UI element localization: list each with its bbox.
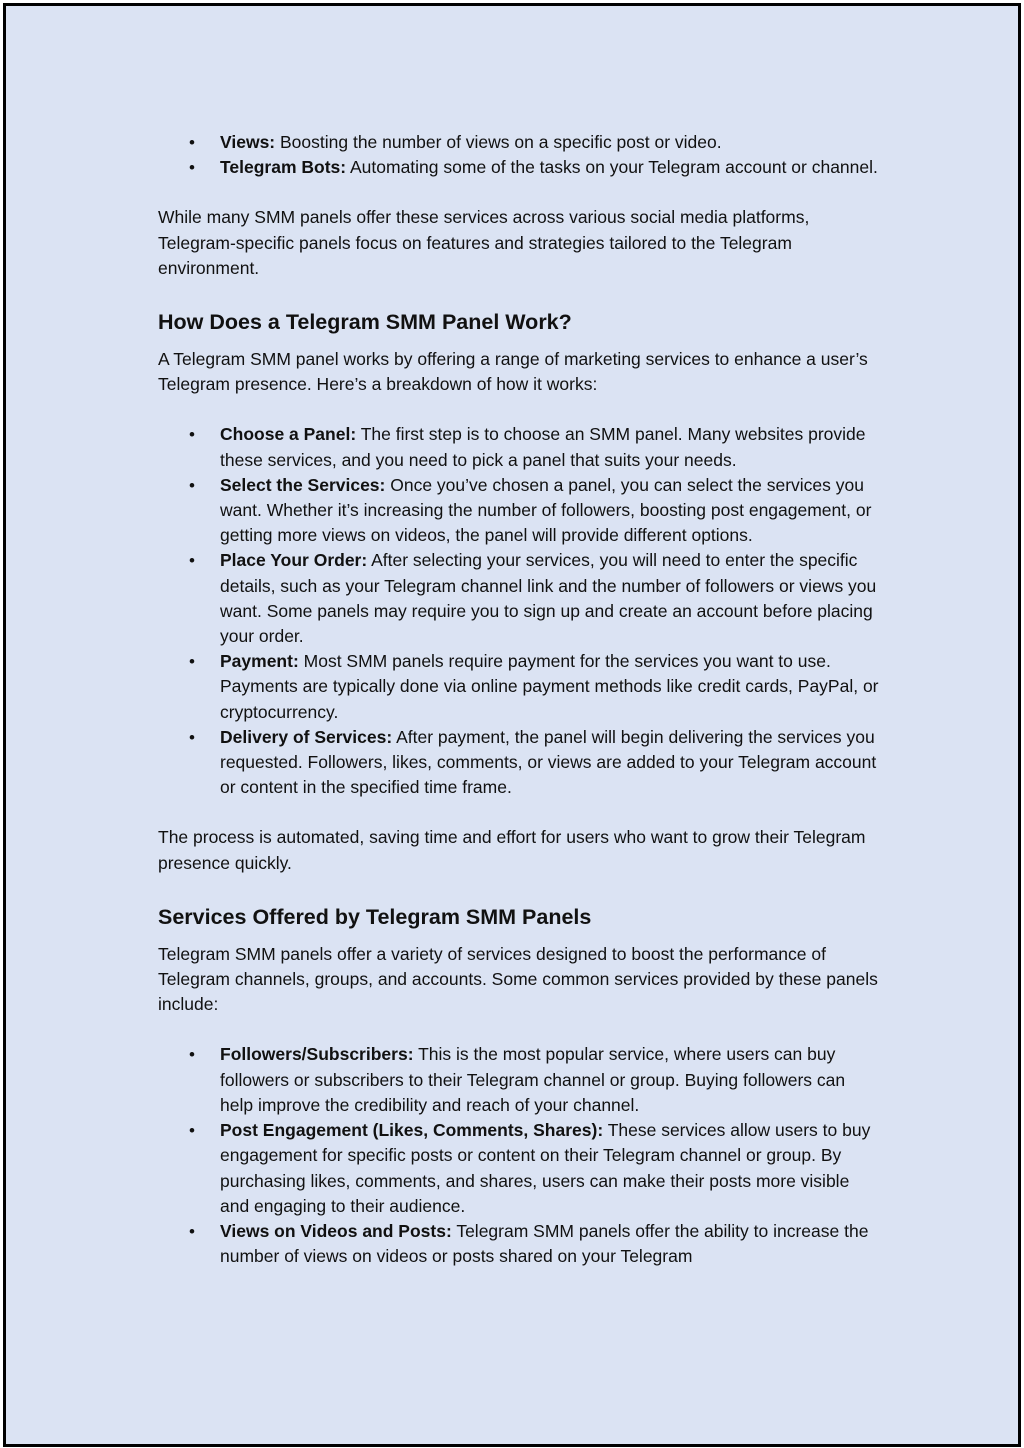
list-item-text: Telegram SMM panels offer the ability to increase the number of views on videos or posts shared on your Telegram — [220, 1220, 869, 1267]
intro-paragraph: While many SMM panels offer these services across various social media platforms, Telegram-specific panels focus on features and strategies tailored to the Telegram environment. — [158, 207, 810, 278]
list-item — [158, 473, 880, 549]
bullet-list-how — [158, 422, 880, 800]
list-item-term: Select the Services: — [220, 474, 386, 495]
list-item — [158, 649, 880, 725]
list-item — [158, 548, 880, 649]
list-item-term: Telegram Bots: — [220, 157, 347, 178]
list-item-text: These services allow users to buy engagement for specific posts or content on their Telegram channel or group. By purchasing likes, comments, and shares, users can make their posts more visible and engaging to their audience. — [220, 1120, 871, 1216]
list-item-term: Payment: — [220, 651, 299, 672]
heading-services: Services Offered by Telegram SMM Panels — [158, 904, 592, 929]
list-item-term: Views on Videos and Posts: — [220, 1220, 452, 1241]
list-item — [158, 1042, 880, 1118]
list-item-term: Choose a Panel: — [220, 424, 357, 445]
list-item-text: The first step is to choose an SMM panel. Many websites provide these services, and you need to pick a panel that suits your needs. — [220, 424, 866, 470]
process-paragraph: The process is automated, saving time and effort for users who want to grow their Telegram presence quickly. — [158, 827, 866, 873]
list-item — [158, 1118, 880, 1219]
list-item-term: Delivery of Services: — [220, 726, 393, 747]
list-item — [158, 1219, 880, 1269]
list-item — [158, 422, 880, 472]
list-item — [158, 155, 880, 180]
list-item-text: After selecting your services, you will need to enter the specific details, such as your Telegram channel link and the number of followers or views you want. Some panels may require you to sign up and create an account before placing your order. — [220, 550, 877, 647]
list-item-text: Automating some of the tasks on your Telegram account or channel. — [346, 157, 878, 178]
list-item-term: Post Engagement (Likes, Comments, Shares): — [220, 1120, 604, 1141]
list-item-term: Views: — [220, 132, 276, 152]
services-paragraph: Telegram SMM panels offer a variety of services designed to boost the performance of Telegram channels, groups, and accounts. Some common services provided by these panels include: — [158, 943, 878, 1015]
list-item-text: After payment, the panel will begin delivering the services you requested. Followers, likes, comments, or views are added to your Telegram account or content in the specified time frame. — [220, 726, 877, 798]
list-item-text: Most SMM panels require payment for the services you want to use. Payments are typically done via online payment methods like credit cards, PayPal, or cryptocurrency. — [220, 651, 879, 722]
list-item — [158, 130, 880, 155]
list-item-text: Boosting the number of views on a specific post or video. — [275, 132, 722, 152]
heading-how-it-works: How Does a Telegram SMM Panel Work? — [158, 310, 572, 335]
list-item-text: This is the most popular service, where users can buy followers or subscribers to their Telegram channel or group. Buying followers can help improve the credibility and reach of your channel. — [220, 1044, 846, 1115]
document-content — [158, 130, 880, 1269]
document-page — [3, 3, 1021, 1447]
bullet-list-services — [158, 1042, 880, 1269]
list-item-term: Followers/Subscribers: — [220, 1044, 414, 1065]
list-item — [158, 725, 880, 801]
how-paragraph: A Telegram SMM panel works by offering a range of marketing services to enhance a user’s Telegram presence. Here’s a breakdown of how it works: — [158, 349, 868, 395]
bullet-list-top — [158, 130, 880, 180]
list-item-text: Once you’ve chosen a panel, you can select the services you want. Whether it’s increasing the number of followers, boosting post engagement, or getting more views on videos, the panel will provide different options. — [220, 474, 872, 546]
list-item-term: Place Your Order: — [220, 550, 368, 571]
